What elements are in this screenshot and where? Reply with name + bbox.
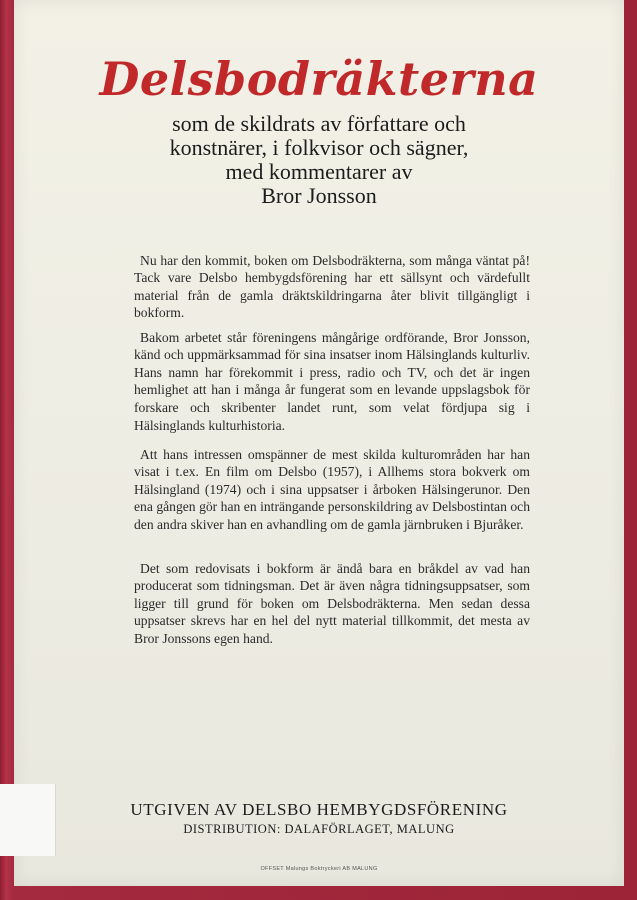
distribution-line: DISTRIBUTION: DALAFÖRLAGET, MALUNG (183, 822, 455, 836)
back-cover-paper (14, 0, 624, 886)
subtitle (14, 112, 624, 208)
paragraph-3: Att hans intressen omspänner de mest skilda kulturområden har han visat i t.ex. En film om Delsbo (1957), i Allhems stora bokverk om Hälsingland (1974) och i sina uppsatser i årboken Hälsingerunor. Den ena gången gör han en inträngande personskildring av Delsbostintan och den andra skiver han en avhandling om de gamla järnbruken i Bjuråker. (134, 446, 530, 532)
paragraph-4: Det som redovisats i bokform är ändå bara en bråkdel av vad han producerat som tidningsman. Det är även några tidningsuppsatser, som ligger till grund för boken om Delsbodräkterna. Men sedan dessa uppsatser skrevs har en hel del nytt material tillkommit, det mesta av Bror Jonssons egen hand. (134, 560, 530, 646)
price-sticker-residue (0, 784, 56, 856)
subtitle-line: som de skildrats av författare och (172, 111, 466, 136)
subtitle-author: Bror Jonsson (261, 183, 377, 208)
publisher-line: UTGIVEN AV DELSBO HEMBYGDSFÖRENING (130, 800, 508, 819)
subtitle-line: konstnärer, i folkvisor och sägner, (169, 135, 469, 160)
book-title: Delsbodräkterna (99, 52, 539, 106)
paragraph-1: Nu har den kommit, boken om Delsbodräkterna, som många väntat på! Tack vare Delsbo hembygdsförening har ett sällsynt och värdefullt material från de gamla dräktskildringarna åter blivit tillgängligt i bokform. (134, 252, 530, 321)
paragraph-2: Bakom arbetet står föreningens mångårige ordförande, Bror Jonsson, känd och uppmärksammad för sina insatser inom Hälsinglands kulturliv. Hans namn har förekommit i press, radio och TV, och det är ingen hemlighet att han i många år fungerat som en levande uppslagsbok för forskare och skribenter landet runt, som velat fördjupa sig i Hälsinglands kulturhistoria. (134, 329, 530, 433)
printer-imprint: OFFSET Malungs Boktryckeri AB MALUNG (260, 866, 378, 872)
subtitle-line: med kommentarer av (225, 159, 413, 184)
